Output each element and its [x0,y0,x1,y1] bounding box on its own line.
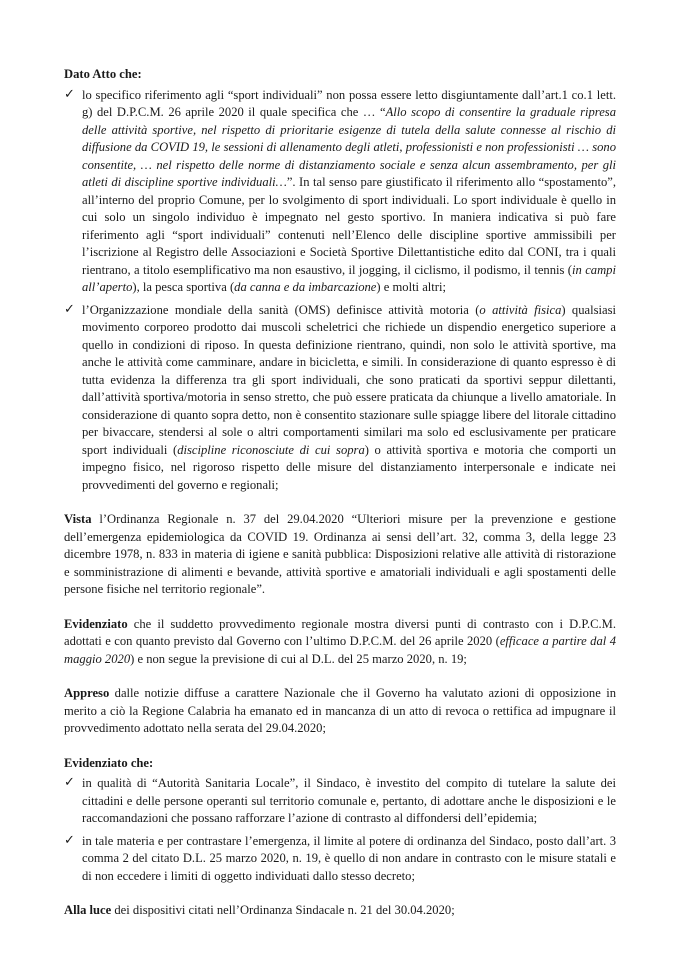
list-item: ✓ lo specifico riferimento agli “sport individuali” non possa essere letto disgiuntamente dall’art.1 co.1 lett. g) del D.P.C.M. 26 aprile 2020 il quale specifica che … “Allo scopo di consentire la graduale ripresa delle attività sportive, nel rispetto di prioritarie esigenze di tutela della salute connesse al rischio di diffusione da COVID 19, le sessioni di allenamento degli atleti, professionisti e non professionisti … sono consentite, … nel rispetto delle norme di distanziamento sociale e senza alcun assembramento, per gli atleti di discipline sportive individuali…”. In tal senso pare giustificato il riferimento allo “spostamento”, all’interno del proprio Comune, per lo svolgimento di sport individuali. Lo sport individuale è quello in cui solo un singolo individuo è impegnato nel gesto sportivo. In maniera indicativa si può fare riferimento agli “sport individuali” contenuti nell’Elenco delle discipline sportive ammissibili per l’iscrizione al Registro delle Associazioni e Società Sportive Dilettantistiche edito dal CONI, tra i quali rientrano, a titolo esemplificativo ma non esaustivo, il jogging, il ciclismo, il podismo, il tennis (in campi all’aperto), la pesca sportiva (da canna e da imbarcazione) e molti altri; [64,86,616,294]
list-item: ✓ l’Organizzazione mondiale della sanità (OMS) definisce attività motoria (o attività fisica) qualsiasi movimento corporeo prodotto dai muscoli scheletrici che richiede un dispendio energetico superiore a quello in condizioni di riposo. In questa definizione rientrano, quindi, non solo le attività sportive, ma anche le attività come camminare, andare in bicicletta, e simili. In considerazione di quanto espresso è di tutta evidenza la differenza tra gli sport individuali, che sono praticati da sportivi seppur dilettanti, dall’attività sportiva/motoria in senso stretto, che può essere praticata da chiunque a livello amatoriale. In considerazione di quanto sopra detto, non è consentito stazionare sulle spiagge libere del litorale cittadino per bivaccare, stendersi al sole o altri comportamenti similari ma solo ed esclusivamente per praticare sport individuali (discipline riconosciute di cui sopra) o attività sportiva e motoria che comporti un impegno fisico, nel rigoroso rispetto delle misure del distanziamento interpersonale e indicate nei provvedimenti del governo e regionali; [64,301,616,492]
document-page [64,66,616,920]
checkmark-icon: ✓ [64,832,75,848]
list-item: ✓ in tale materia e per contrastare l’emergenza, il limite al potere di ordinanza del Sindaco, posto dall’art. 3 comma 2 del citato D.L. 25 marzo 2020, n. 19, è quello di non andare in contrasto con le misure statali e di non eccedere i limiti di oggetto individuati dallo stesso decreto; [64,832,616,883]
alla-luce-paragraph: Alla luce dei dispositivi citati nell’Ordinanza Sindacale n. 21 del 30.04.2020; [64,903,455,917]
list-item: ✓ in qualità di “Autorità Sanitaria Locale”, il Sindaco, è investito del compito di tutelare la salute dei cittadini e delle persone operanti sul territorio comunale e, pertanto, di adottare anche le disposizioni e le raccomandazioni che possano rafforzare l’azione di contrasto al diffondersi dell’epidemia; [64,775,616,825]
checkmark-icon: ✓ [64,775,75,790]
vista-paragraph: Vista l’Ordinanza Regionale n. 37 del 29.04.2020 “Ulteriori misure per la prevenzione e gestione dell’emergenza epidemiologica da COVID 19. Ordinanza ai sensi dell’art. 32, comma 3, della legge 23 dicembre 1978, n. 833 in materia di igiene e sanità pubblica: Disposizioni relative alle attività di ristorazione e somministrazione di alimenti e bevande, attività sportive e amatoriali individuali e agli spostamenti delle persone fisiche nel territorio regionale”. [64,512,616,596]
evidenziato-paragraph: Evidenziato che il suddetto provvedimento regionale mostra diversi punti di contrasto con i D.P.C.M. adottati e con quanto previsto dal Governo con l’ultimo D.P.C.M. del 26 aprile 2020 (efficace a partire dal 4 maggio 2020) e non segue la previsione di cui al D.L. del 25 marzo 2020, n. 19; [64,616,617,666]
evidenziato-che-heading: Evidenziato che: [64,755,154,770]
appreso-paragraph: Appreso dalle notizie diffuse a carattere Nazionale che il Governo ha valutato azioni di opposizione in merito a ciò la Regione Calabria ha emanato ed in mancanza di un atto di revoca o rettifica ad impugnare il provvedimento adottato nella serata del 29.04.2020; [64,686,616,735]
dato-atto-heading: Dato Atto che: [64,67,142,81]
evidenziato-che-list [64,775,616,885]
checkmark-icon: ✓ [64,86,75,102]
checkmark-icon: ✓ [64,301,75,317]
dato-atto-list [64,87,616,495]
